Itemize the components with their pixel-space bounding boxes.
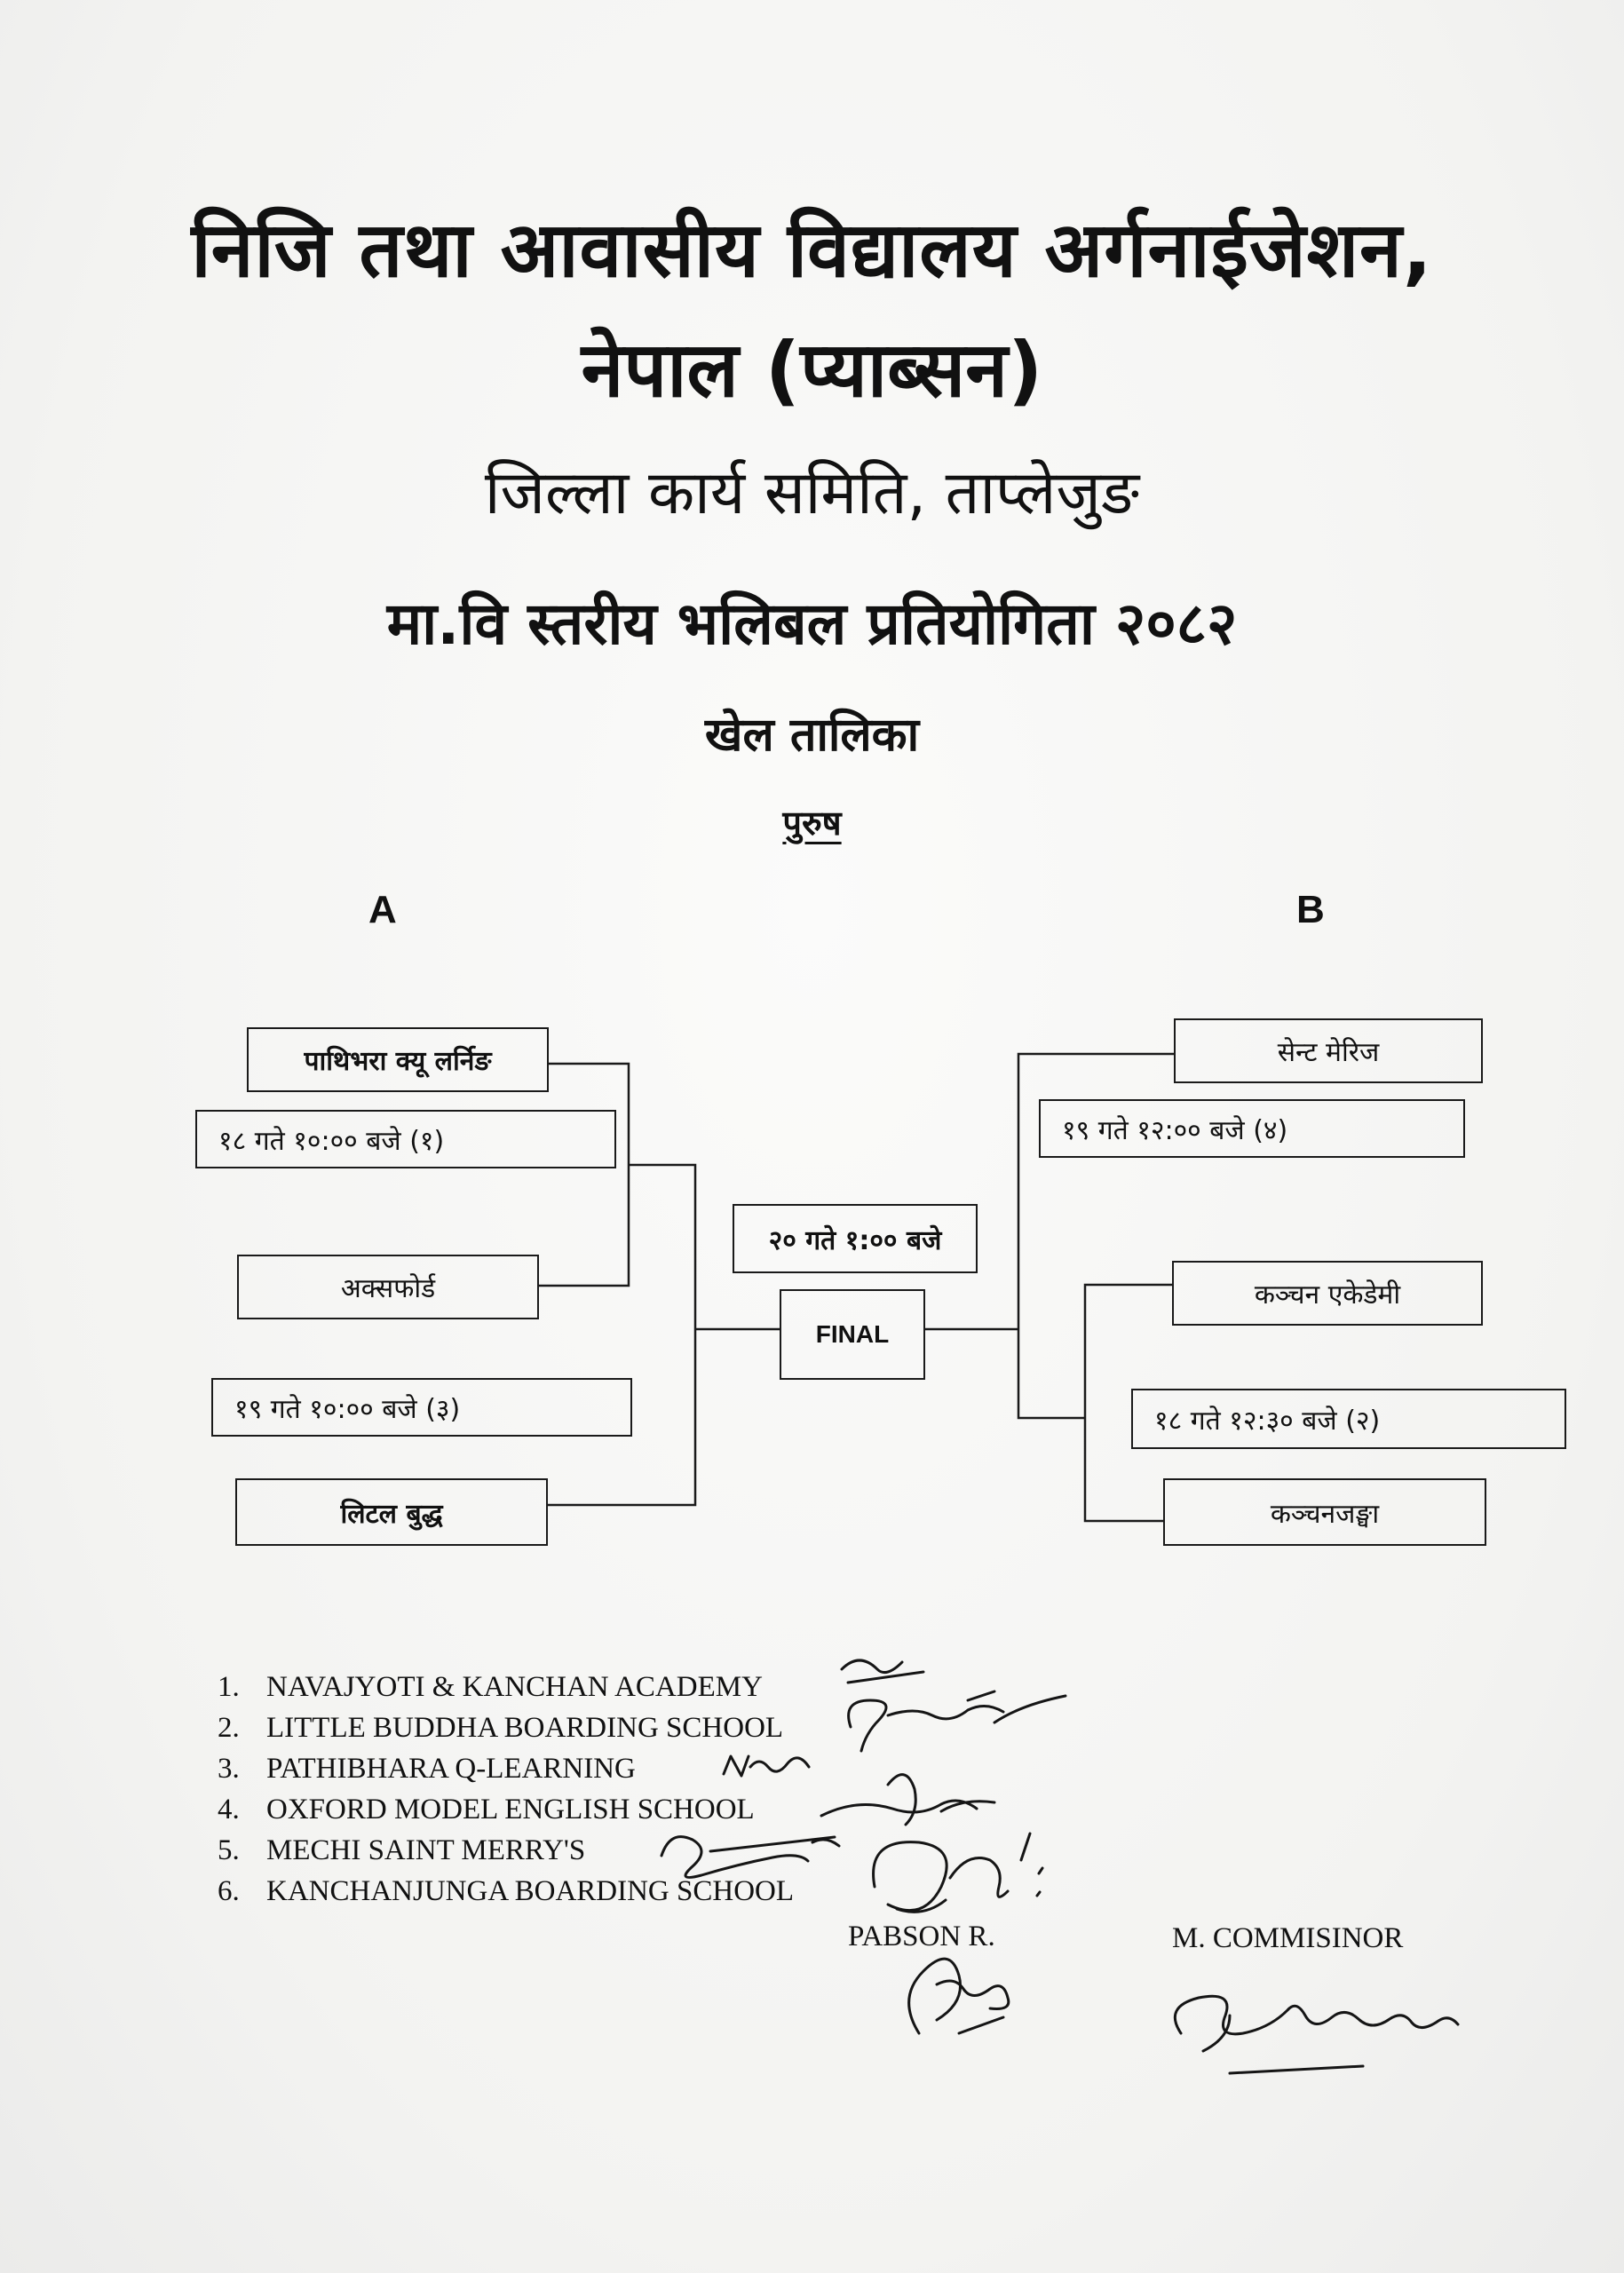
group-b-label: B xyxy=(1296,888,1325,931)
signature-5 xyxy=(661,1837,839,1878)
signature-pabson xyxy=(909,1959,1009,2033)
left-team-little-buddha: लिटल बुद्ध xyxy=(235,1478,548,1546)
list-item: 2. LITTLE BUDDHA BOARDING SCHOOL xyxy=(218,1712,784,1744)
final-time: २० गते १:०० बजे xyxy=(733,1204,978,1273)
list-item: 1. NAVAJYOTI & KANCHAN ACADEMY xyxy=(218,1671,763,1703)
right-match2-time: १८ गते १२:३० बजे (२) xyxy=(1131,1389,1566,1449)
signature-commissioner xyxy=(1175,1996,1458,2073)
list-item: 4. OXFORD MODEL ENGLISH SCHOOL xyxy=(218,1794,755,1826)
schedule-title: खेल तालिका xyxy=(704,709,920,762)
signature-1 xyxy=(842,1660,923,1683)
left-team-oxford: अक्सफोर्ड xyxy=(237,1255,539,1319)
left-team-pathibhara: पाथिभरा क्यू लर्निङ xyxy=(247,1027,549,1092)
final-box: FINAL xyxy=(780,1289,925,1380)
list-item: 5. MECHI SAINT MERRY'S xyxy=(218,1834,586,1866)
group-a-label: A xyxy=(368,888,397,931)
signature-6 xyxy=(874,1833,1042,1912)
committee-title: जिल्ला कार्य समिति, ताप्लेजुङ xyxy=(484,458,1140,528)
left-match1-time: १८ गते १०:०० बजे (१) xyxy=(195,1110,616,1168)
category-label: पुरुष xyxy=(782,804,842,843)
signature-3 xyxy=(724,1756,809,1776)
right-team-kanchanjunga: कञ्चनजङ्घा xyxy=(1163,1478,1486,1546)
list-item: 6. KANCHANJUNGA BOARDING SCHOOL xyxy=(218,1875,795,1907)
org-title-line1: निजि तथा आवासीय विद्यालय अर्गनाईजेशन, xyxy=(191,206,1433,295)
org-title-line2: नेपाल (प्याब्सन) xyxy=(581,326,1043,415)
right-team-saint-merrys: सेन्ट मेरिज xyxy=(1174,1018,1483,1083)
pabson-signatory-label: PABSON R. xyxy=(848,1921,995,1952)
list-item: 3. PATHIBHARA Q-LEARNING xyxy=(218,1753,636,1785)
signature-2 xyxy=(849,1691,1066,1751)
event-title: मा.वि स्तरीय भलिबल प्रतियोगिता २०८२ xyxy=(386,590,1238,658)
left-match3-time: १९ गते १०:०० बजे (३) xyxy=(211,1378,632,1437)
right-team-kanchan-academy: कञ्चन एकेडेमी xyxy=(1172,1261,1483,1326)
right-match4-time: १९ गते १२:०० बजे (४) xyxy=(1039,1099,1465,1158)
signature-4 xyxy=(821,1775,994,1825)
commissioner-signatory-label: M. COMMISINOR xyxy=(1172,1922,1404,1954)
